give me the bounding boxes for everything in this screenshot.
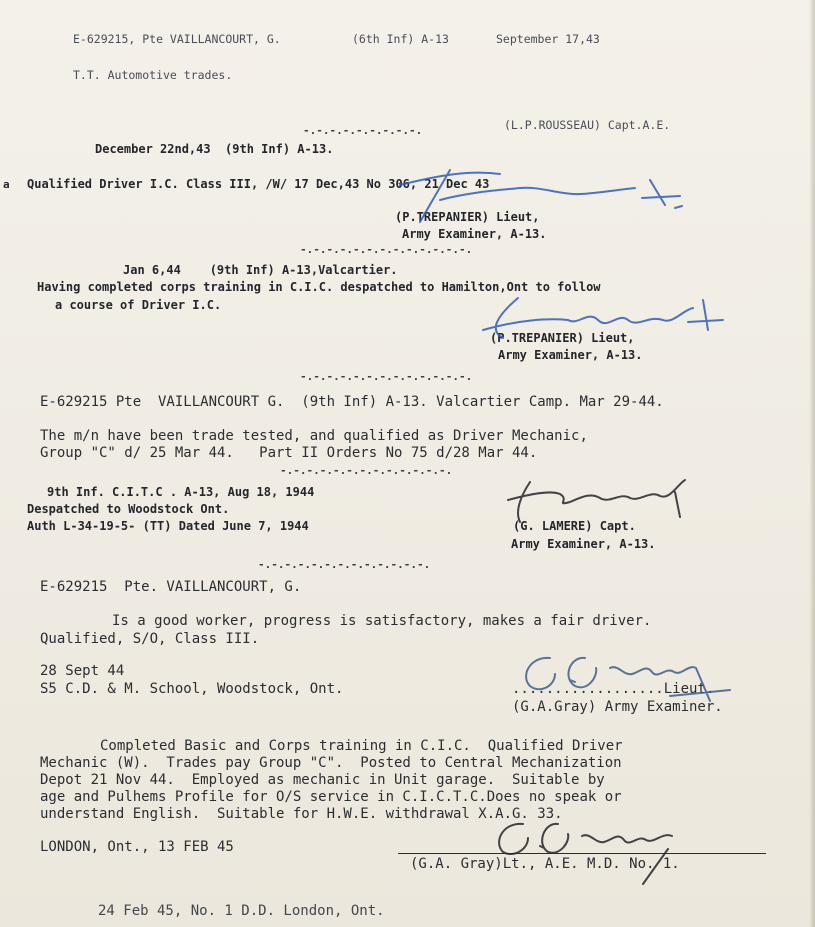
signature-trepanier-1 <box>380 160 700 230</box>
entry1-header: E-629215, Pte VAILLANCOURT, G. <box>73 32 281 46</box>
entry2-date-line: December 22nd,43 (9th Inf) A-13. <box>95 142 334 156</box>
entry7-line4: age and Pulhems Profile for O/S service in C.I.C.T.C.Does no speak or <box>40 789 622 805</box>
signature-trepanier-2 <box>478 290 728 345</box>
entry6-line2: Qualified, S/O, Class III. <box>40 631 260 647</box>
signature-rule <box>398 853 766 854</box>
entry6-header: E-629215 Pte. VAILLANCOURT, G. <box>40 579 302 595</box>
entry7-signatory: (G.A. Gray)Lt., A.E. M.D. No. 1. <box>410 856 680 872</box>
separator-4: -.-.-.-.-.-.-.-.-.-.-.-.-. <box>280 464 453 477</box>
separator-1: -.-.-.-.-.-.-.-.-. <box>303 124 423 137</box>
separator-3: -.-.-.-.-.-.-.-.-.-.-.-.-. <box>300 370 473 383</box>
entry3-examiner-title: Army Examiner, A-13. <box>498 348 643 362</box>
entry2-qualified-line: Qualified Driver I.C. Class III, /W/ 17 Dec,43 No 306, 21 Dec 43 <box>27 177 490 191</box>
entry6-examiner: (G.A.Gray) Army Examiner. <box>512 699 723 715</box>
entry6-place: S5 C.D. & M. School, Woodstock, Ont. <box>40 681 344 697</box>
entry4-line2: Group "C" d/ 25 Mar 44. Part II Orders No 75 d/28 Mar 44. <box>40 445 538 461</box>
entry2-examiner-name: (P.TREPANIER) Lieut, <box>395 210 540 224</box>
entry5-line3: Auth L-34-19-5- (TT) Dated June 7, 1944 <box>27 519 309 533</box>
entry4-header: E-629215 Pte VAILLANCOURT G. (9th Inf) A-13. Valcartier Camp. Mar 29-44. <box>40 394 664 410</box>
entry7-line2: Mechanic (W). Trades pay Group "C". Posted to Central Mechanization <box>40 755 622 771</box>
signature-gray-1 <box>500 646 740 716</box>
entry4-line1: The m/n have been trade tested, and qualified as Driver Mechanic, <box>40 428 588 444</box>
page-edge-shadow <box>809 0 815 927</box>
entry7-line3: Depot 21 Nov 44. Employed as mechanic in Unit garage. Suitable by <box>40 772 605 788</box>
entry1-date: September 17,43 <box>496 32 600 46</box>
footer-line: 24 Feb 45, No. 1 D.D. London, Ont. <box>98 903 385 919</box>
entry6-date: 28 Sept 44 <box>40 663 125 679</box>
entry6-sign-line: ..................Lieut. <box>512 681 715 697</box>
entry5-line1: 9th Inf. C.I.T.C . A-13, Aug 18, 1944 <box>47 485 315 499</box>
entry1-examiner: (L.P.ROUSSEAU) Capt.A.E. <box>504 118 671 132</box>
entry3-examiner-name: (P.TREPANIER) Lieut, <box>490 331 635 345</box>
entry7-place-date: LONDON, Ont., 13 FEB 45 <box>40 839 234 855</box>
entry5-examiner-title: Army Examiner, A-13. <box>511 537 656 551</box>
separator-5: -.-.-.-.-.-.-.-.-.-.-.-.-. <box>258 558 431 571</box>
entry3-line2: a course of Driver I.C. <box>55 298 222 312</box>
entry7-line1: Completed Basic and Corps training in C.I.C. Qualified Driver <box>100 738 623 754</box>
entry1-unit: (6th Inf) A-13 <box>352 32 449 46</box>
entry2-examiner-title: Army Examiner, A-13. <box>402 227 547 241</box>
separator-2: -.-.-.-.-.-.-.-.-.-.-.-.-. <box>300 243 473 256</box>
entry5-examiner-name: (G. LAMERE) Capt. <box>513 519 636 533</box>
entry1-trade: T.T. Automotive trades. <box>73 68 233 82</box>
signature-gray-2 <box>478 814 708 886</box>
entry5-line2: Despatched to Woodstock Ont. <box>27 502 230 516</box>
entry3-line1: Having completed corps training in C.I.C. despatched to Hamilton,Ont to follow <box>37 280 601 294</box>
entry7-line5: understand English. Suitable for H.W.E. withdrawal X.A.G. 33. <box>40 806 563 822</box>
entry6-line1: Is a good worker, progress is satisfactory, makes a fair driver. <box>112 613 652 629</box>
signature-lamere <box>500 472 700 527</box>
margin-mark: a <box>3 178 10 191</box>
entry3-date-line: Jan 6,44 (9th Inf) A-13,Valcartier. <box>123 263 398 277</box>
